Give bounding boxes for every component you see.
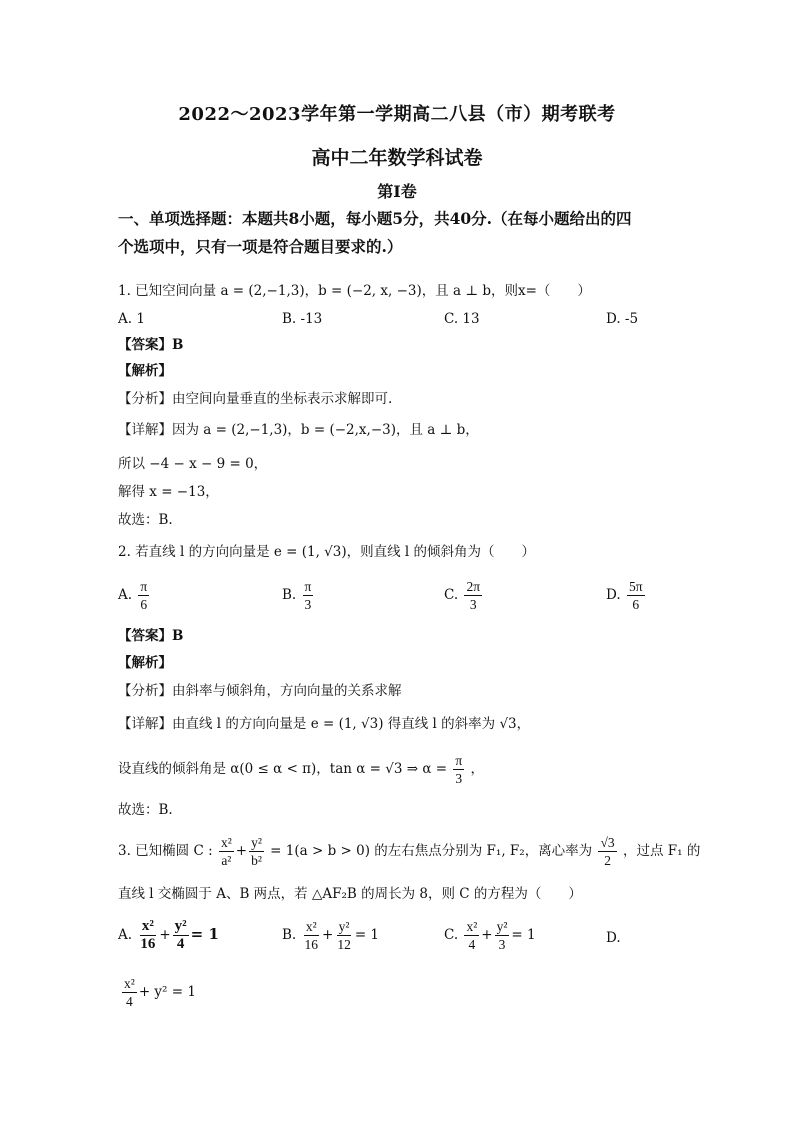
q1-step1: 所以 −4 − x − 9 = 0，	[118, 456, 268, 472]
q3-option-d-letter: D.	[606, 930, 621, 946]
q2-fenxi: 【分析】由斜率与倾斜角，方向向量的关系求解	[118, 683, 402, 699]
q2-option-b: B. $\frac{\pi}{3}$	[282, 579, 312, 612]
section-heading-line1: 一、单项选择题：本题共8小题，每小题5分，共40分.（在每小题给出的四	[118, 209, 632, 228]
q2-stem: 2. 若直线 l 的方向向量是 e = (1, √3)，则直线 l 的倾斜角为（ ）	[118, 544, 536, 560]
q3-option-c: C. $\frac{\text{x²}}{4}$ + $\frac{\text{y²}}{3}$ = 1	[444, 919, 536, 952]
q1-option-a: A. 1	[118, 311, 145, 327]
q1-fenxi: 【分析】由空间向量垂直的坐标表示求解即可.	[118, 391, 393, 407]
q2-step1: 设直线的倾斜角是 α(0 ≤ α < π)，tan α = √3 ⇒ α = $\frac{\pi}{3}$ ，	[118, 753, 485, 786]
q1-xiangjie: 【详解】因为 a = (2,−1,3)，b = (−2,x,−3)，且 a ⊥ b，	[118, 422, 479, 438]
q1-option-d: D. -5	[606, 311, 639, 327]
q3-stem-line2: 直线 l 交椭圆于 A、B 两点，若 △AF₂B 的周长为 8，则 C 的方程为（ ）	[118, 886, 582, 902]
q2-xiangjie: 【详解】由直线 l 的方向向量是 e = (1, √3) 得直线 l 的斜率为 √3，	[118, 716, 531, 732]
q1-option-b: B. -13	[282, 311, 323, 327]
q1-choice: 故选：B.	[118, 512, 173, 528]
q3-stem: 3. 已知椭圆 C : $\frac{\text{x²}}{\text{a²}}$ + $\frac{\text{y²}}{\text{b²}}$ = 1(a > b > 0) 的左右焦点分别为 F₁, F₂，离心率为 $\frac{√3}{2}$ ，过点 F₁ 的	[118, 835, 701, 868]
q1-analysis-tag: 【解析】	[118, 363, 172, 379]
q3-option-a: A. $\frac{\text{x²}}{16}$ + $\frac{\text{y²}}{4}$ = 1	[118, 918, 219, 952]
exam-title: 2022～2023学年第一学期高二八县（市）期考联考	[178, 104, 616, 125]
q1-stem: 1. 已知空间向量 a = (2,−1,3)，b = (−2, x, −3)，且 a ⊥ b，则x=（ ）	[118, 283, 591, 299]
part-label: 第I卷	[377, 182, 417, 201]
q2-option-a: A. $\frac{\pi}{6}$	[118, 579, 148, 612]
q2-option-c: C. $\frac{2\pi}{3}$	[444, 579, 481, 612]
q2-answer: 【答案】B	[118, 628, 184, 644]
q2-analysis-tag: 【解析】	[118, 655, 172, 671]
q1-step2: 解得 x = −13，	[118, 484, 219, 500]
exam-subtitle: 高中二年数学科试卷	[311, 147, 483, 169]
q3-option-d-formula: $\frac{\text{x²}}{4}$ + y² = 1	[124, 976, 196, 1009]
q1-answer: 【答案】B	[118, 337, 184, 353]
section-heading-line2: 个选项中，只有一项是符合题目要求的.）	[118, 237, 403, 256]
q2-choice: 故选：B.	[118, 802, 173, 818]
q2-option-d: D. $\frac{5\pi}{6}$	[606, 579, 643, 612]
q3-option-b: B. $\frac{\text{x²}}{16}$ + $\frac{\text{y²}}{12}$ = 1	[282, 919, 380, 952]
q1-option-c: C. 13	[444, 311, 480, 327]
